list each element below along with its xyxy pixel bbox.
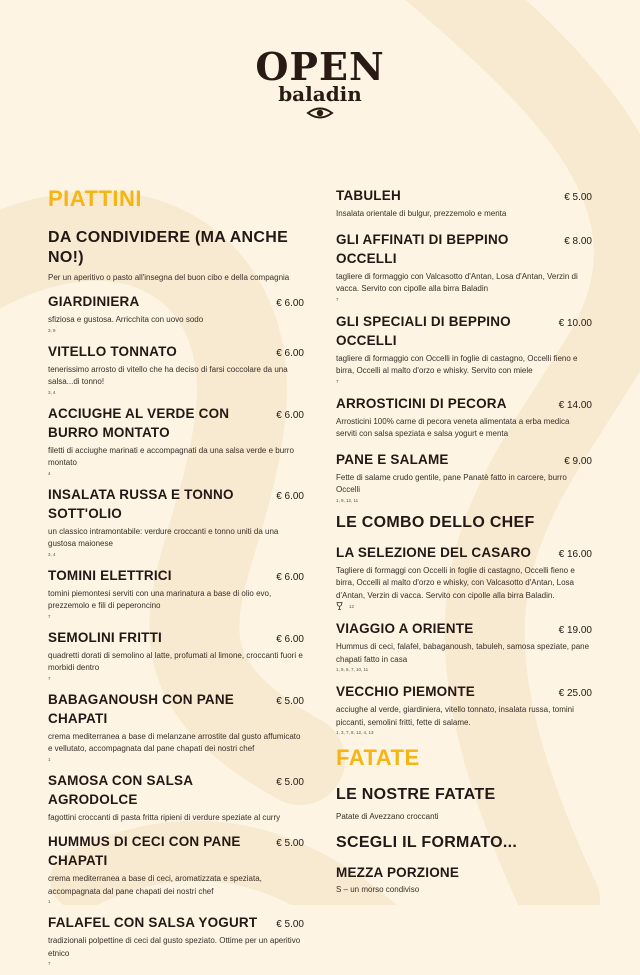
menu-item-name: GLI SPECIALI DI BEPPINO OCCELLI — [336, 313, 511, 348]
menu-item — [336, 682, 592, 736]
menu-item-description: fagottini croccanti di pasta fritta ripieni di verdure speziate al curry — [48, 812, 281, 822]
mezza-porzione-desc: S – un morso condiviso — [336, 885, 420, 894]
menu-item-description: crema mediterranea a base di ceci, aromatizzata e speziata, accompagnata dal pane chapati dei nostri chef — [48, 874, 262, 896]
intro-text: Per un aperitivo o pasto all'insegna del buon cibo e della compagnia — [48, 273, 290, 282]
menu-item-allergens: 4 — [48, 470, 51, 476]
baladin-eye-icon — [306, 106, 334, 120]
menu-item-header — [336, 394, 592, 413]
menu-item-name: SEMOLINI FRITTI — [48, 629, 162, 645]
menu-item-name: VECCHIO PIEMONTE — [336, 684, 475, 699]
logo-baladin-text: baladin — [278, 82, 362, 106]
menu-item-name: ACCIUGHE AL VERDE CON BURRO MONTATO — [48, 405, 230, 440]
menu-item — [48, 690, 304, 763]
menu-item-name: HUMMUS DI CECI CON PANE CHAPATI — [48, 834, 241, 868]
menu-item-header — [48, 690, 304, 728]
subtitle-da-condividere: DA CONDIVIDERE (MA ANCHE NO!) — [48, 229, 289, 266]
menu-item-price: € 6.00 — [276, 633, 304, 645]
menu-item-price: € 5.00 — [276, 776, 304, 788]
menu-item — [336, 450, 592, 504]
menu-item-name: GLI AFFINATI DI BEPPINO OCCELLI — [336, 231, 509, 266]
menu-item-price: € 5.00 — [276, 695, 304, 707]
left-column — [48, 186, 304, 975]
menu-item-header — [48, 485, 304, 523]
menu-item — [336, 543, 592, 611]
menu-item-name: FALAFEL CON SALSA YOGURT — [48, 915, 258, 930]
menu-item-description: tenerissimo arrosto di vitello che ha deciso di farsi coccolare da una salsa...di tonno! — [48, 364, 288, 386]
menu-item — [48, 771, 304, 825]
menu-item-name: TABULEH — [336, 188, 401, 203]
menu-item-price: € 6.00 — [276, 409, 304, 421]
left-menu-list — [48, 292, 304, 967]
menu-item-header — [336, 450, 592, 469]
menu-item-allergens: 12 — [349, 603, 355, 609]
menu-item-name: GIARDINIERA — [48, 294, 140, 309]
menu-item-header — [336, 312, 592, 350]
menu-item-description: Tagliere di formaggi con Occelli in foglie di castagno, Occelli fieno e birra, Occelli al malto d'orzo e whisky, con Valcasotto d'Antan, Losa d'Antan, Verzin di vacca. Servito con cipolle alla birra Baladin. — [336, 565, 575, 600]
menu-item-header — [336, 682, 592, 701]
menu-item-price: € 16.00 — [558, 548, 592, 560]
menu-item-allergens: 3, 4 — [48, 551, 56, 557]
menu-item-header — [48, 342, 304, 361]
menu-item-description: acciughe al verde, giardiniera, vitello tonnato, insalata russa, tomini piccanti, semolini fritti, fette di salame. — [336, 705, 574, 727]
right-column — [336, 186, 592, 896]
menu-item-price: € 25.00 — [558, 688, 592, 699]
menu-item-allergens: 3, 9 — [48, 327, 56, 333]
menu-item-allergens: 7 — [48, 675, 51, 681]
right-menu-list — [336, 186, 592, 504]
menu-item-description: tagliere di formaggio con Occelli in foglie di castagno, Occelli fieno e birra, Occelli al malto d'orzo e whisky. Servito con miele — [336, 353, 578, 375]
menu-item-name: VIAGGIO A ORIENTE — [336, 621, 474, 636]
menu-item-header — [48, 566, 304, 585]
menu-item-name: INSALATA RUSSA E TONNO SOTT'OLIO — [48, 486, 234, 521]
menu-item-allergens: 3, 4 — [48, 389, 56, 395]
menu-item-price: € 6.00 — [276, 571, 304, 583]
menu-item-description: Insalata orientale di bulgur, prezzemolo e menta — [336, 209, 507, 218]
menu-item-allergens: 1 — [48, 899, 51, 904]
section-title-piattini: PIATTINI — [48, 186, 143, 211]
menu-item-price: € 10.00 — [558, 317, 592, 329]
menu-item — [48, 404, 304, 477]
menu-item-header — [48, 832, 304, 870]
menu-item-description: Fette di salame crudo gentile, pane Panatè fatto in carcere, burro Occelli — [336, 472, 567, 494]
menu-item-price: € 6.00 — [276, 490, 304, 502]
menu-item-header — [336, 230, 592, 268]
menu-item-allergens: 1, 9, 12, 11 — [336, 497, 359, 503]
menu-item-price: € 5.00 — [276, 838, 304, 849]
combo-allergen-row — [336, 602, 592, 610]
menu-item-allergens: 7 — [336, 378, 339, 384]
menu-item-name: TOMINI ELETTRICI — [48, 567, 172, 583]
subtitle-le-nostre-fatate: LE NOSTRE FATATE — [336, 786, 496, 803]
menu-item-price: € 14.00 — [558, 399, 592, 411]
menu-item-description: tomini piemontesi serviti con una marinatura a base di olio evo, prezzemolo e fili di peperoncino — [48, 588, 272, 610]
menu-item-price: € 6.00 — [276, 298, 304, 309]
menu-item-name: SAMOSA CON SALSA AGRODOLCE — [48, 772, 193, 807]
menu-item-description: Arrosticini 100% carne di pecora veneta alimentata a erba medica serviti con salsa speziata e salsa yogurt e menta — [336, 416, 570, 438]
menu-item-name: VITELLO TONNATO — [48, 343, 178, 359]
menu-item-allergens: 7 — [48, 961, 51, 966]
menu-item-description: filetti di acciughe marinati e accompagnati da una salsa verde e burro montato — [48, 445, 294, 467]
menu-item — [48, 913, 304, 967]
menu-item-price: € 5.00 — [276, 919, 304, 930]
menu-item — [48, 566, 304, 620]
menu-item-header — [336, 619, 592, 638]
menu-item — [48, 342, 304, 396]
menu-item — [48, 292, 304, 334]
combo-menu-list — [336, 543, 592, 737]
menu-item-allergens: 7 — [48, 613, 51, 619]
menu-item — [336, 186, 592, 221]
menu-item-header — [48, 628, 304, 647]
menu-item — [336, 230, 592, 303]
menu-item-name: BABAGANOUSH CON PANE CHAPATI — [48, 691, 235, 726]
menu-item-description: un classico intramontabile: verdure croccanti e tonno uniti da una gustosa maionese — [48, 526, 279, 548]
menu-item-price: € 19.00 — [558, 625, 592, 636]
menu-item-description: sfiziosa e gustosa. Arricchita con uovo sodo — [48, 315, 204, 324]
subtitle-combo: LE COMBO DELLO CHEF — [336, 513, 535, 531]
menu-item-header — [48, 292, 304, 311]
menu-item-allergens: 1, 3, 7, 8, 12, 4, 13 — [336, 730, 374, 735]
menu-item-price: € 8.00 — [564, 235, 592, 247]
menu-item-name: ARROSTICINI DI PECORA — [336, 395, 507, 411]
menu-item-header — [48, 771, 304, 809]
menu-item-price: € 9.00 — [564, 455, 592, 467]
brand-logo — [0, 44, 640, 120]
menu-item-description: Hummus di ceci, falafel, babaganoush, tabuleh, samosa speziate, pane chapati fatto in casa — [336, 642, 590, 664]
menu-item — [336, 312, 592, 385]
menu-item-price: € 5.00 — [564, 192, 592, 203]
menu-item-header — [336, 186, 592, 205]
menu-item — [336, 619, 592, 673]
menu-item — [48, 832, 304, 905]
menu-item-description: tagliere di formaggio con Valcasotto d'Antan, Losa d'Antan, Verzin di vacca. Servito con cipolle alla birra Baladin — [336, 271, 578, 293]
menu-item-description: crema mediterranea a base di melanzane arrostite dal gusto affumicato e vellutato, accompagnata dal pane chapati dei nostri chef — [48, 731, 301, 753]
fatate-desc: Patate di Avezzano croccanti — [336, 812, 439, 821]
menu-item-allergens: 1, 9, 6, 7, 10, 11 — [336, 667, 369, 672]
menu-item-header — [48, 404, 304, 442]
menu-item-price: € 6.00 — [276, 347, 304, 359]
menu-item-name: LA SELEZIONE DEL CASARO — [336, 544, 532, 560]
menu-item-description: tradizionali polpettine di ceci dal gusto speziato. Ottime per un aperitivo etnico — [48, 936, 301, 958]
menu-item — [48, 485, 304, 558]
menu-item — [336, 394, 592, 441]
menu-item-allergens: 7 — [336, 296, 339, 302]
menu-item-allergens: 1 — [48, 756, 51, 762]
menu-item-header — [48, 913, 304, 932]
menu-item — [48, 628, 304, 682]
menu-item-header — [336, 543, 592, 562]
wine-glass-icon — [336, 602, 343, 610]
menu-item-description: quadretti dorati di semolino al latte, profumati al limone, croccanti fuori e morbidi dentro — [48, 650, 303, 672]
mezza-porzione-name: MEZZA PORZIONE — [336, 865, 460, 880]
subtitle-formato: SCEGLI IL FORMATO... — [336, 834, 518, 851]
logo-open-text: OPEN — [255, 44, 385, 89]
section-title-fatate: FATATE — [336, 745, 420, 770]
menu-item-name: PANE E SALAME — [336, 451, 449, 467]
